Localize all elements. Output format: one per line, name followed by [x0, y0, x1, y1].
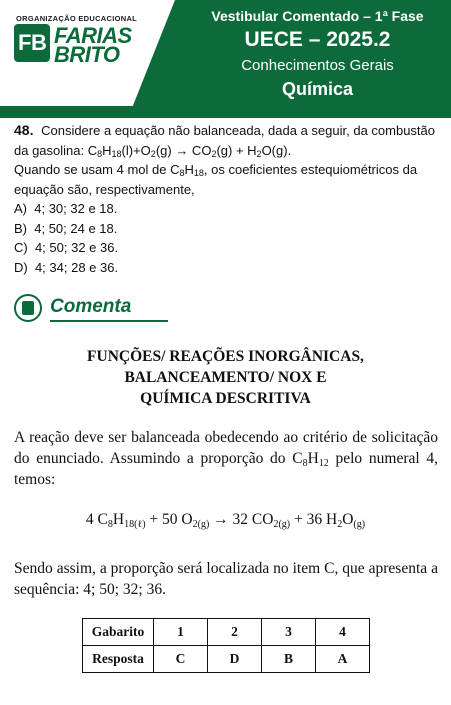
comenta-logo-icon	[14, 294, 42, 322]
header-subject: Química	[281, 79, 354, 99]
question-number-cell: 3	[262, 619, 316, 646]
question-stem-2: Quando se usam 4 mol de $C_8H_{18}$, os coeficientes estequiométricos da equação são, respectivamente,	[14, 162, 418, 197]
question-block	[14, 121, 444, 277]
question-number-cell: 4	[316, 619, 370, 646]
comment-title: FUNÇÕES/ REAÇÕES INORGÂNICAS, BALANCEAMENTO/ NOX E QUÍMICA DESCRITIVA	[87, 348, 364, 407]
question-number-cell: 1	[154, 619, 208, 646]
logo-word-brito: BRITO	[54, 42, 120, 67]
logo-mark-icon: F B	[14, 24, 50, 62]
balanced-equation: 4 $C_8H_{18(\ell)} + 50$ $O_{2(g)} \to 32$ $CO_{2(g)} + 36$ $H_2O_{(g)}$	[85, 511, 366, 530]
answer-cell: C	[154, 646, 208, 673]
table-row	[83, 619, 370, 646]
header-exam-area: Conhecimentos Gerais	[241, 57, 394, 74]
comment-paragraph-2: Sendo assim, a proporção será localizada no item C, que apresenta a sequência: 4; 50; 32; 36.	[14, 560, 438, 598]
header-exam-title: UECE – 2025.2	[244, 28, 391, 51]
option-c: C) 4; 50; 32 e 36.	[14, 240, 119, 255]
logo-org-label: ORGANIZAÇÃO EDUCACIONAL	[16, 14, 138, 23]
logo-word-farias: FARIAS	[54, 23, 132, 48]
option-b: B) 4; 50; 24 e 18.	[14, 220, 118, 236]
page-header	[0, 0, 451, 118]
answer-cell: D	[208, 646, 262, 673]
comment-paragraph-1: A reação deve ser balanceada obedecendo ao critério de solicitação do enunciado. Assumindo a proporção do $C_8H_{12}$ pelo numeral 4, temos:	[14, 429, 438, 488]
comenta-label: Comenta	[50, 296, 132, 317]
gabarito-table	[82, 618, 370, 673]
question-number-cell: 2	[208, 619, 262, 646]
header-bottom-band	[0, 106, 451, 118]
comenta-heading	[14, 294, 164, 324]
gabarito-header-cell: Gabarito	[83, 619, 154, 646]
comenta-underline	[50, 320, 168, 322]
answer-cell: A	[316, 646, 370, 673]
resposta-header-cell: Resposta	[83, 646, 154, 673]
header-exam-label: Vestibular Comentado – 1ª Fase	[211, 8, 424, 24]
option-a: A) 4; 30; 32 e 18.	[14, 201, 118, 216]
table-row	[83, 646, 370, 673]
answer-cell: B	[262, 646, 316, 673]
option-d: D) 4; 34; 28 e 36.	[14, 259, 119, 275]
farias-brito-logo	[4, 4, 174, 67]
question-number: 48.	[14, 122, 34, 138]
question-stem: 48. Considere a equação não balanceada, dada a seguir, da combustão da gasolina: $C_8H_{18}(l)+O_2(g) \to CO_2(g) + H_2O(g)$.	[14, 122, 435, 159]
